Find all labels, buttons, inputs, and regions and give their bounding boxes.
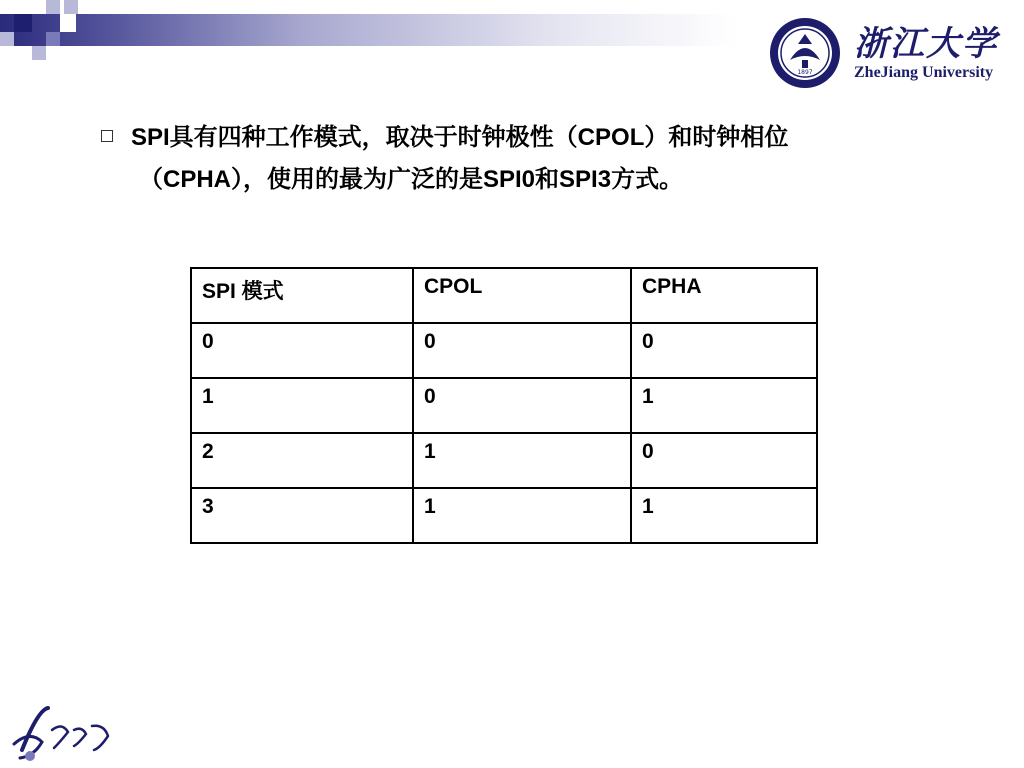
decor-square (60, 14, 76, 32)
cell-cpha: 1 (631, 378, 817, 433)
table-row (191, 488, 817, 543)
cell-mode: 1 (191, 378, 413, 433)
paragraph-line-2: （CPHA），使用的最为广泛的是SPI0和SPI3方式。 (139, 166, 684, 193)
header-cell-spi-mode: SPI 模式 (191, 268, 413, 323)
university-name-chinese: 浙江大学 (854, 24, 998, 64)
cell-mode: 2 (191, 433, 413, 488)
university-seal-icon (768, 16, 842, 90)
body-paragraph (131, 117, 931, 201)
cell-cpol: 0 (413, 323, 631, 378)
cell-cpol: 0 (413, 378, 631, 433)
bullet-square-icon (101, 130, 113, 142)
cell-mode: 0 (191, 323, 413, 378)
decor-square (32, 46, 46, 60)
paragraph-line-1: SPI具有四种工作模式，取决于时钟极性（CPOL）和时钟相位 (131, 124, 789, 151)
decor-square (46, 0, 60, 14)
spi-mode-table (190, 267, 818, 544)
decor-square (14, 14, 32, 32)
cell-cpha: 0 (631, 323, 817, 378)
table-row (191, 433, 817, 488)
cell-cpha: 0 (631, 433, 817, 488)
cell-cpol: 1 (413, 433, 631, 488)
header-cell-cpol: CPOL (413, 268, 631, 323)
svg-text:1897: 1897 (797, 69, 813, 76)
decor-square (64, 0, 78, 14)
table-row (191, 378, 817, 433)
university-logo (762, 8, 1024, 92)
cell-cpol: 1 (413, 488, 631, 543)
calligraphy-logo-icon (8, 700, 118, 764)
university-name-english: ZheJiang University (854, 64, 994, 81)
decor-square (0, 32, 14, 46)
table-row (191, 323, 817, 378)
cell-mode: 3 (191, 488, 413, 543)
cell-cpha: 1 (631, 488, 817, 543)
table-header-row (191, 268, 817, 323)
header-cell-cpha: CPHA (631, 268, 817, 323)
decor-square (46, 32, 60, 46)
